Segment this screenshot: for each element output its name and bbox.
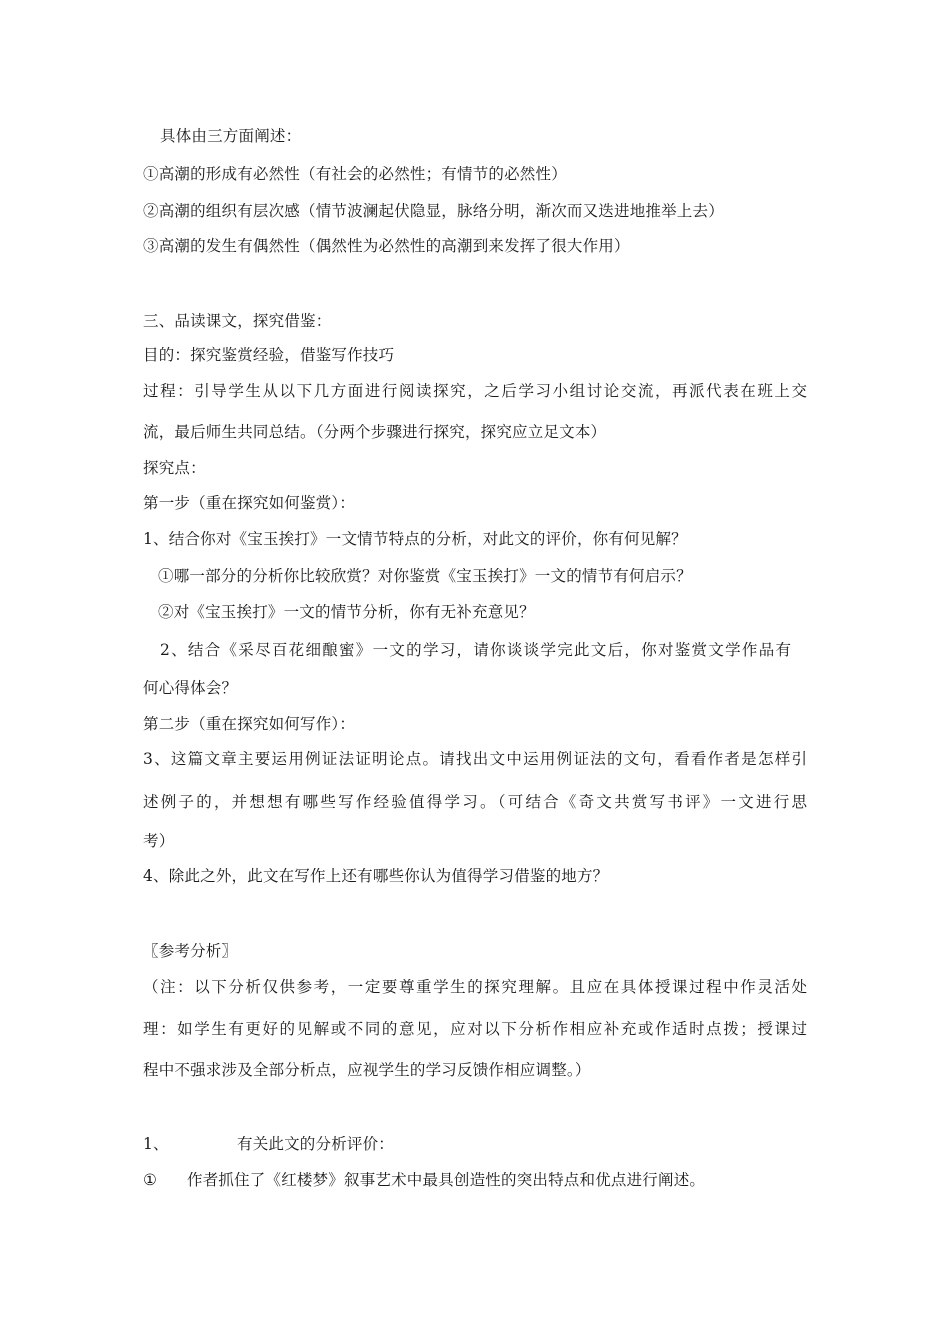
reference-note-line3: 程中不强求涉及全部分析点，应视学生的学习反馈作相应调整。） (143, 1061, 591, 1079)
question-3-line2: 述例子的，并想想有哪些写作经验值得学习。（可结合《奇文共赏写书评》一文进行思 (143, 793, 807, 811)
reference-item-1-sub-1-text: 作者抓住了《红楼梦》叙事艺术中最具创造性的突出特点和优点进行阐述。 (187, 1171, 706, 1189)
question-1-sub-2: ②对《宝玉挨打》一文的情节分析，你有无补充意见？ (158, 603, 535, 621)
reference-item-1-number: 1、 (143, 1135, 169, 1153)
section3-process-line1: 过程：引导学生从以下几方面进行阅读探究，之后学习小组讨论交流，再派代表在班上交 (143, 382, 807, 400)
climax-point-3: ③高潮的发生有偶然性（偶然性为必然性的高潮到来发挥了很大作用） (143, 237, 630, 255)
reference-item-1-sub-1-number: ① (143, 1171, 158, 1189)
climax-point-1: ①高潮的形成有必然性（有社会的必然性；有情节的必然性） (143, 165, 567, 183)
question-3-line1: 3、这篇文章主要运用例证法证明论点。请找出文中运用例证法的文句，看看作者是怎样引 (143, 750, 807, 768)
question-3-line3: 考） (143, 832, 175, 850)
question-4: 4、除此之外，此文在写作上还有哪些你认为值得学习借鉴的地方？ (143, 867, 609, 885)
reference-item-1 (143, 1134, 394, 1154)
question-1-sub-1: ①哪一部分的分析你比较欣赏？对你鉴赏《宝玉挨打》一文的情节有何启示？ (158, 567, 692, 585)
question-2-line1: 2、结合《采尽百花细酿蜜》一文的学习，请你谈谈学完此文后，你对鉴赏文学作品有 (160, 641, 791, 659)
climax-point-2: ②高潮的组织有层次感（情节波澜起伏隐显，脉络分明，渐次而又迭进地推举上去） (143, 202, 724, 220)
reference-item-1-title: 有关此文的分析评价： (237, 1135, 395, 1153)
section3-process-line2: 流，最后师生共同总结。（分两个步骤进行探究，探究应立足文本） (143, 423, 607, 441)
reference-note-line1: （注：以下分析仅供参考，一定要尊重学生的探究理解。且应在具体授课过程中作灵活处 (143, 978, 807, 996)
intro-text: 具体由三方面阐述： (160, 127, 302, 145)
exploration-points-label: 探究点： (143, 459, 206, 477)
reference-heading: 〖参考分析〗 (143, 942, 238, 960)
reference-note-line2: 理：如学生有更好的见解或不同的意见，应对以下分析作相应补充或作适时点拨；授课过 (143, 1020, 807, 1038)
reference-item-1-sub-1 (143, 1170, 705, 1190)
question-2-line2: 何心得体会？ (143, 679, 238, 697)
question-1: 1、结合你对《宝玉挨打》一文情节特点的分析，对此文的评价，你有何见解？ (143, 530, 687, 548)
section3-goal: 目的：探究鉴赏经验，借鉴写作技巧 (143, 346, 395, 364)
step2-heading: 第二步（重在探究如何写作）： (143, 715, 356, 733)
section3-heading: 三、品读课文，探究借鉴： (143, 312, 332, 330)
step1-heading: 第一步（重在探究如何鉴赏）： (143, 494, 356, 512)
